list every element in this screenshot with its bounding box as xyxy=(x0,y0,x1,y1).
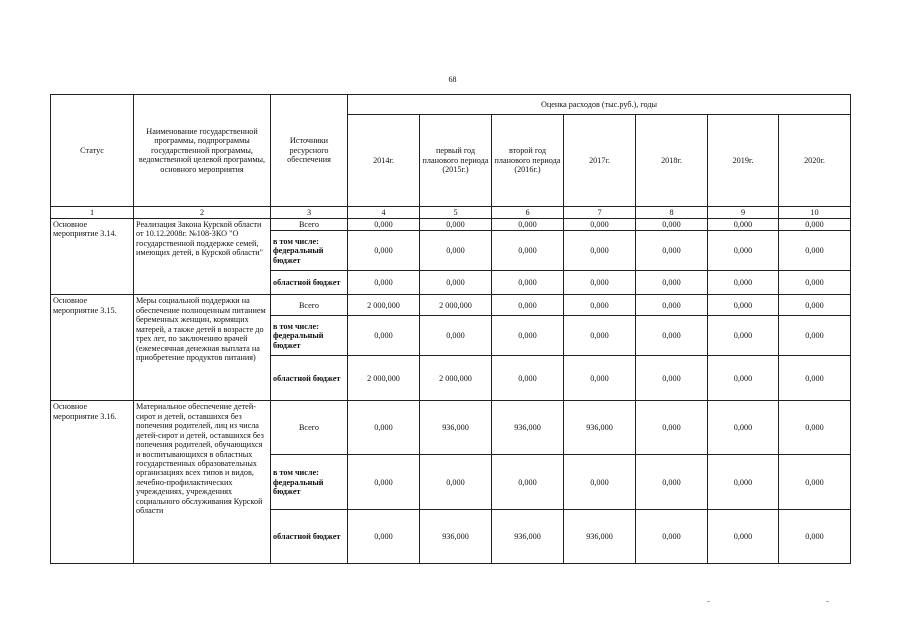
value-cell: 0,000 xyxy=(564,271,636,295)
value-cell: 0,000 xyxy=(708,510,779,564)
value-cell: 0,000 xyxy=(636,510,708,564)
value-cell: 0,000 xyxy=(420,219,492,231)
value-cell: 0,000 xyxy=(779,271,851,295)
header-year-2019: 2019г. xyxy=(708,115,779,207)
value-cell: 0,000 xyxy=(636,316,708,356)
value-cell: 0,000 xyxy=(492,271,564,295)
header-estimate: Оценка расходов (тыс.руб.), годы xyxy=(348,95,851,115)
value-cell: 936,000 xyxy=(420,401,492,455)
header-year-2014: 2014г. xyxy=(348,115,420,207)
value-cell: 0,000 xyxy=(636,271,708,295)
value-cell: 0,000 xyxy=(492,231,564,271)
value-cell: 0,000 xyxy=(708,455,779,510)
table-row xyxy=(51,401,851,455)
column-number: 2 xyxy=(134,207,271,219)
value-cell: 0,000 xyxy=(420,231,492,271)
value-cell: 0,000 xyxy=(420,271,492,295)
value-cell: 936,000 xyxy=(420,510,492,564)
value-cell: 0,000 xyxy=(348,510,420,564)
program-name-cell: Материальное обеспечение детей-сирот и детей, оставшихся без попечения родителей, лиц из числа детей-сирот и детей, оставшихся без попечения родителей, обучающихся и воспитывающихся в областных государственных образовательных организациях всех типов и видов, лечебно-профилактических учреждениях, учреждениях социального обслуживания Курской области xyxy=(134,401,271,564)
column-number: 5 xyxy=(420,207,492,219)
value-cell: 0,000 xyxy=(708,401,779,455)
column-number: 4 xyxy=(348,207,420,219)
value-cell: 0,000 xyxy=(420,455,492,510)
status-cell: Основное мероприятие 3.16. xyxy=(51,401,134,564)
value-cell: 0,000 xyxy=(420,316,492,356)
header-name: Наименование государственной программы, подпрограммы государственной программы, ведомственной целевой программы, основного мероприятия xyxy=(134,95,271,207)
value-cell: 0,000 xyxy=(779,219,851,231)
value-cell: 0,000 xyxy=(636,455,708,510)
column-number: 1 xyxy=(51,207,134,219)
value-cell: 0,000 xyxy=(564,455,636,510)
value-cell: 0,000 xyxy=(564,316,636,356)
value-cell: 2 000,000 xyxy=(348,295,420,316)
value-cell: 0,000 xyxy=(779,316,851,356)
value-cell: 0,000 xyxy=(708,316,779,356)
value-cell: 0,000 xyxy=(708,219,779,231)
budget-table xyxy=(50,94,851,564)
value-cell: 0,000 xyxy=(492,219,564,231)
value-cell: 0,000 xyxy=(708,231,779,271)
value-cell: 2 000,000 xyxy=(348,356,420,401)
header-year-2020: 2020г. xyxy=(779,115,851,207)
value-cell: 0,000 xyxy=(348,455,420,510)
column-number: 9 xyxy=(708,207,779,219)
funding-source-cell: Всего xyxy=(271,295,348,316)
value-cell: 0,000 xyxy=(492,455,564,510)
value-cell: 0,000 xyxy=(708,295,779,316)
value-cell: 0,000 xyxy=(564,295,636,316)
value-cell: 0,000 xyxy=(779,401,851,455)
value-cell: 0,000 xyxy=(779,231,851,271)
header-year-2018: 2018г. xyxy=(636,115,708,207)
column-number: 6 xyxy=(492,207,564,219)
scan-speck xyxy=(826,601,829,602)
scan-speck xyxy=(707,601,710,602)
funding-source-cell: в том числе: федеральный бюджет xyxy=(271,231,348,271)
header-year-2016: второй год планового периода (2016г.) xyxy=(492,115,564,207)
column-number: 8 xyxy=(636,207,708,219)
program-name-cell: Реализация Закона Курской области от 10.12.2008г. №108-ЗКО "О государственной поддержке семей, имеющих детей, в Курской области" xyxy=(134,219,271,295)
value-cell: 936,000 xyxy=(492,510,564,564)
value-cell: 0,000 xyxy=(779,295,851,316)
table-row xyxy=(51,219,851,231)
value-cell: 936,000 xyxy=(564,510,636,564)
value-cell: 0,000 xyxy=(348,401,420,455)
value-cell: 0,000 xyxy=(348,219,420,231)
value-cell: 0,000 xyxy=(636,295,708,316)
funding-source-cell: областной бюджет xyxy=(271,510,348,564)
value-cell: 0,000 xyxy=(636,356,708,401)
funding-source-cell: Всего xyxy=(271,219,348,231)
funding-source-cell: в том числе: федеральный бюджет xyxy=(271,455,348,510)
value-cell: 0,000 xyxy=(636,219,708,231)
column-number: 7 xyxy=(564,207,636,219)
value-cell: 936,000 xyxy=(492,401,564,455)
value-cell: 0,000 xyxy=(779,356,851,401)
value-cell: 0,000 xyxy=(492,316,564,356)
value-cell: 2 000,000 xyxy=(420,295,492,316)
table-row xyxy=(51,295,851,316)
column-number-row xyxy=(51,207,851,219)
value-cell: 0,000 xyxy=(492,356,564,401)
value-cell: 0,000 xyxy=(708,271,779,295)
header-status: Статус xyxy=(51,95,134,207)
value-cell: 0,000 xyxy=(348,231,420,271)
funding-source-cell: в том числе: федеральный бюджет xyxy=(271,316,348,356)
header-year-2015: первый год планового периода (2015г.) xyxy=(420,115,492,207)
value-cell: 0,000 xyxy=(492,295,564,316)
column-number: 3 xyxy=(271,207,348,219)
status-cell: Основное мероприятие 3.14. xyxy=(51,219,134,295)
value-cell: 0,000 xyxy=(348,316,420,356)
value-cell: 0,000 xyxy=(708,356,779,401)
program-name-cell: Меры социальной поддержки на обеспечение полноценным питанием беременных женщин, кормящих матерей, а также детей в возрасте до трех лет, по заключению врачей (ежемесячная денежная выплата на приобретение продуктов питания) xyxy=(134,295,271,401)
value-cell: 0,000 xyxy=(564,231,636,271)
funding-source-cell: Всего xyxy=(271,401,348,455)
header-sources: Источники ресурсного обеспечения xyxy=(271,95,348,207)
page-number: 68 xyxy=(448,75,457,84)
funding-source-cell: областной бюджет xyxy=(271,356,348,401)
value-cell: 0,000 xyxy=(564,219,636,231)
value-cell: 0,000 xyxy=(636,231,708,271)
funding-source-cell: областной бюджет xyxy=(271,271,348,295)
value-cell: 0,000 xyxy=(564,356,636,401)
value-cell: 936,000 xyxy=(564,401,636,455)
value-cell: 0,000 xyxy=(636,401,708,455)
status-cell: Основное мероприятие 3.15. xyxy=(51,295,134,401)
value-cell: 0,000 xyxy=(348,271,420,295)
column-number: 10 xyxy=(779,207,851,219)
header-year-2017: 2017г. xyxy=(564,115,636,207)
value-cell: 2 000,000 xyxy=(420,356,492,401)
value-cell: 0,000 xyxy=(779,510,851,564)
value-cell: 0,000 xyxy=(779,455,851,510)
